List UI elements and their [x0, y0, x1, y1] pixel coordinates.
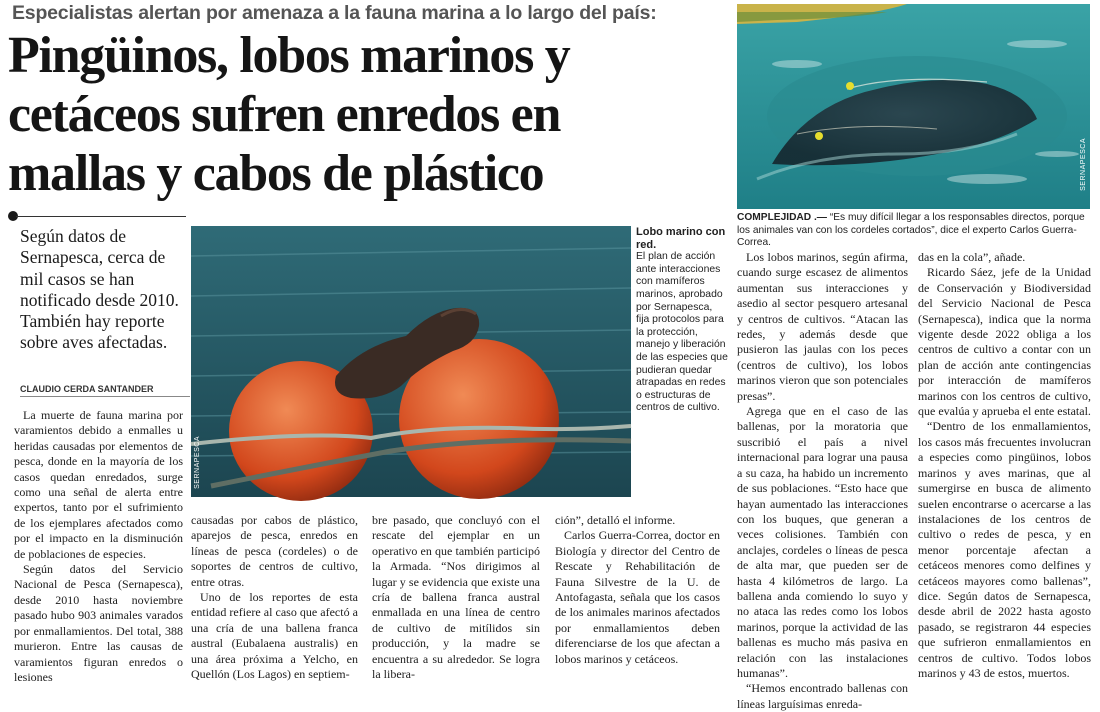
column-2 [191, 513, 358, 682]
col6-paragraph-2: Ricardo Sáez, jefe de la Unidad de Conservación y Biodiversidad del Servicio Nacional de Pesca (Sernapesca), indica que la norma vigente desde 2022 obliga a los centros de cultivo a contar con un plan de acción ante contingencias por interacción de mamíferos marinos con los centros de cultivo, que evalúa y aprueba el ente estatal. [918, 265, 1091, 419]
caption-whale-title: COMPLEJIDAD .— [737, 212, 827, 223]
column-3 [372, 513, 540, 682]
col5-paragraph-3: “Hemos encontrado ballenas con líneas larguísimas enreda- [737, 681, 908, 711]
sealion-illustration [191, 226, 631, 497]
col6-paragraph-1: das en la cola”, añade. [918, 250, 1026, 264]
caption-whale-text: “Es muy difícil llegar a los responsables directos, porque los animales van con los cordeles cortados”, dice el experto Carlos Guerra-Correa. [737, 212, 1085, 248]
col4-paragraph-2: Carlos Guerra-Correa, doctor en Biología y director del Centro de Rescate y Rehabilitación de Fauna Silvestre de la U. de Antofagasta, señala que los casos de los animales marinos afectados por enmallamientos deben diferenciarse de los que afectan a lobos marinos y cetáceos. [555, 528, 720, 666]
photo-sealion [191, 226, 631, 497]
col5-paragraph-2: Agrega que en el caso de las ballenas, por la moratoria que suscribió el país a nivel internacional para lograr una pausa a su caza, ha habido un incremento de sus poblaciones. “Esto hace que hayan aumentado las interacciones con los buques, que generan a veces colisiones. También con anclajes, cordeles o líneas de pesca de alta mar, que pueden ser de hasta 4 kilómetros de largo. La ballena anda comiendo lo suyo y no ataca las redes como los lobos marinos, porque la actividad de las ballenas es mucho más pasiva en relación con las instalaciones humanas”. [737, 404, 908, 680]
caption-sealion-title: Lobo marino con red. [636, 226, 726, 251]
photo-whale [737, 4, 1090, 209]
byline: CLAUDIO CERDA SANTANDER [20, 384, 190, 397]
caption-sealion [636, 226, 728, 415]
whale-illustration [737, 4, 1090, 209]
column-5 [737, 250, 908, 712]
headline-line-3: mallas y cabos de plástico [8, 145, 544, 202]
col2-paragraph-2: Uno de los reportes de esta entidad refiere al caso que afectó a una cría de una ballena franca austral (Eubalaena australis) en una área próxima a Yelcho, en Quellón (Los Lagos) en septiem- [191, 590, 358, 682]
photo-credit-whale: SERNAPESCA [1080, 138, 1087, 191]
kicker: Especialistas alertan por amenaza a la fauna marina a lo largo del país: [12, 2, 657, 24]
caption-sealion-text: El plan de acción ante interacciones con mamíferos marinos, aprobado por Sernapesca, fija protocolos para la protección, manejo y liberación de las especies que pudieran quedar atrapadas en redes o estructuras de centros de cultivo. [636, 251, 728, 414]
col4-paragraph-1: ción”, detalló el informe. [555, 513, 676, 527]
col3-paragraph-1: bre pasado, que concluyó con el rescate del ejemplar en un operativo en que también participó la Armada. “Nos dirigimos al lugar y se evidencia que existe una cría de ballena franca austral enmallada en una línea de centro de cultivo de mitílidos sin producción, y la madre se encuentra a su alrededor. Se logra la libera- [372, 513, 540, 682]
summary: Según datos de Sernapesca, cerca de mil casos se han notificado desde 2010. También hay reporte sobre aves afectadas. [20, 226, 179, 353]
col1-paragraph-2: Según datos del Servicio Nacional de Pesca (Sernapesca), desde 2010 hasta noviembre pasado hubo 903 animales varados por enmallamientos. Del total, 388 murieron. Entre las causas de varamientos figuran enredos o lesiones [14, 562, 183, 684]
headline [8, 26, 723, 203]
col5-paragraph-1: Los lobos marinos, según afirma, cuando surge escasez de alimentos aumentan sus interacciones y asedio al sector pesquero artesanal y centros de cultivos. “Atacan las redes, y además desde que pusieron las jaulas con los peces (centros de cultivo), los lobos marinos vieron que son potenciales presas”. [737, 250, 908, 403]
column-4 [555, 513, 720, 667]
headline-line-1: Pingüinos, lobos marinos y [8, 27, 570, 84]
photo-credit-sealion: SERNAPESCA [194, 436, 201, 489]
col1-paragraph-1: La muerte de fauna marina por varamientos debido a enmalles u heridas causadas por elementos de pesca, donde en la mayoría de los casos quedan enredados, surge como una señal de alerta entre expertos, tanto por el sufrimiento de los ejemplares afectados como por el impacto en la disminución de poblaciones de especies. [14, 408, 183, 561]
caption-whale [737, 212, 1092, 250]
column-6 [918, 250, 1091, 681]
column-1 [14, 408, 183, 685]
col6-paragraph-3: “Dentro de los enmallamientos, los casos más frecuentes involucran a especies como pingüinos, lobos marinos y aves marinas, que al sumergirse en busca de alimento suelen encontrarse o acercarse a las instalaciones de los centros de cultivo o redes de pesca, y en menor porcentaje afectan a cetáceos menores como delfines y cetáceos mayores como ballenas”, dice. Según datos de Sernapesca, desde abril de 2022 hasta agosto pasado, se registraron 44 especies que sufrieron enmallamientos en centros de cultivo. Todos lobos marinos y 43 de estos, muertos. [918, 419, 1091, 680]
headline-line-2: cetáceos sufren enredos en [8, 86, 561, 143]
col2-paragraph-1: causadas por cabos de plástico, aparejos de pesca, enredos en líneas de pesca (cordeles) o de soportes de centros de cultivo, entre otras. [191, 513, 358, 589]
divider [16, 216, 186, 217]
